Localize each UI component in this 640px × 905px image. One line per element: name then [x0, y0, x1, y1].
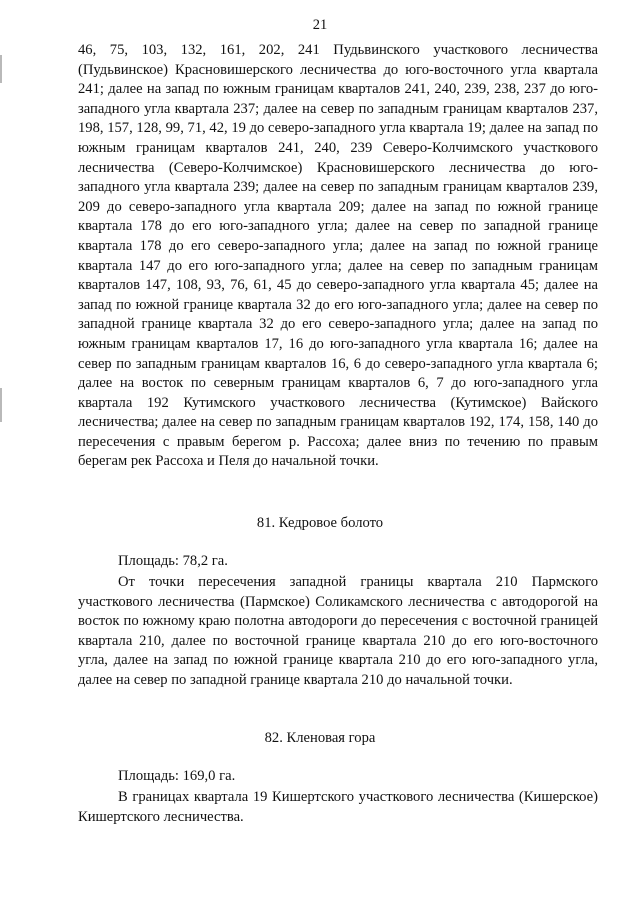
scan-margin-mark: [0, 388, 2, 422]
page-number: 21: [312, 17, 328, 33]
section-description-82: В границах квартала 19 Кишертского участкового лесничества (Кишерское) Кишертского лесничества.: [78, 789, 598, 825]
section-description-81: От точки пересечения западной границы квартала 210 Пармского участкового лесничества (Пармское) Соликамского лесничества с автодорогой на восток по южному краю полотна автодороги до пересечения с восточной границей квартала 210, далее по восточной границе квартала 210 до его юго-восточного угла, далее на запад по южной границе квартала 210 до его юго-западного угла, далее на север по западной границе квартала 210 до начальной точки.: [78, 574, 598, 688]
section-area-81: Площадь: 78,2 га.: [118, 553, 228, 569]
section-area-82: Площадь: 169,0 га.: [118, 768, 236, 784]
scan-margin-mark: [0, 55, 2, 83]
section-heading-81: 81. Кедровое болото: [256, 515, 384, 531]
continued-paragraph: 46, 75, 103, 132, 161, 202, 241 Пудьвинского участкового лесничества (Пудьвинское) Красновишерского лесничества до юго-восточного угла квартала 241; далее на запад по южным границам кварталов 241, 240, 239, 238, 237 до юго-западного угла квартала 237; далее на север по западным границам кварталов 237, 198, 157, 128, 99, 71, 42, 19 до северо-западного угла квартала 19; далее на запад по южным границам кварталов 241, 240, 239 Северо-Колчимского участкового лесничества (Северо-Колчимское) Красновишерского лесничества до юго-западного угла квартала 239; далее на север по западным границам кварталов 239, 209 до северо-западного угла квартала 209; далее на запад по южной границе квартала 178 до его юго-западного угла; далее на север по западной границе квартала 178 до его северо-западного угла; далее на запад по южной границе квартала 147 до его юго-западного угла; далее на север по западным границам кварталов 147, 108, 93, 76, 61, 45 до северо-западного угла квартала 45; далее на запад по южной границе квартала 32 до его юго-западного угла; далее на север по западной границе квартала 32 до его северо-западного угла; далее на запад по южным границам кварталов 17, 16 до юго-западного угла квартала 16; далее на север по западным границам кварталов 16, 6 до северо-западного угла квартала 6; далее на восток по северным границам кварталов 6, 7 до юго-западного угла квартала 192 Кутимского участкового лесничества (Кутимское) Вайского лесничества; далее на север по западным границам кварталов 192, 174, 158, 140 до пересечения с правым берегом р. Рассоха; далее вниз по течению по правым берегам рек Рассоха и Пеля до начальной точки.: [78, 42, 598, 470]
section-heading-82: 82. Кленовая гора: [264, 730, 376, 746]
